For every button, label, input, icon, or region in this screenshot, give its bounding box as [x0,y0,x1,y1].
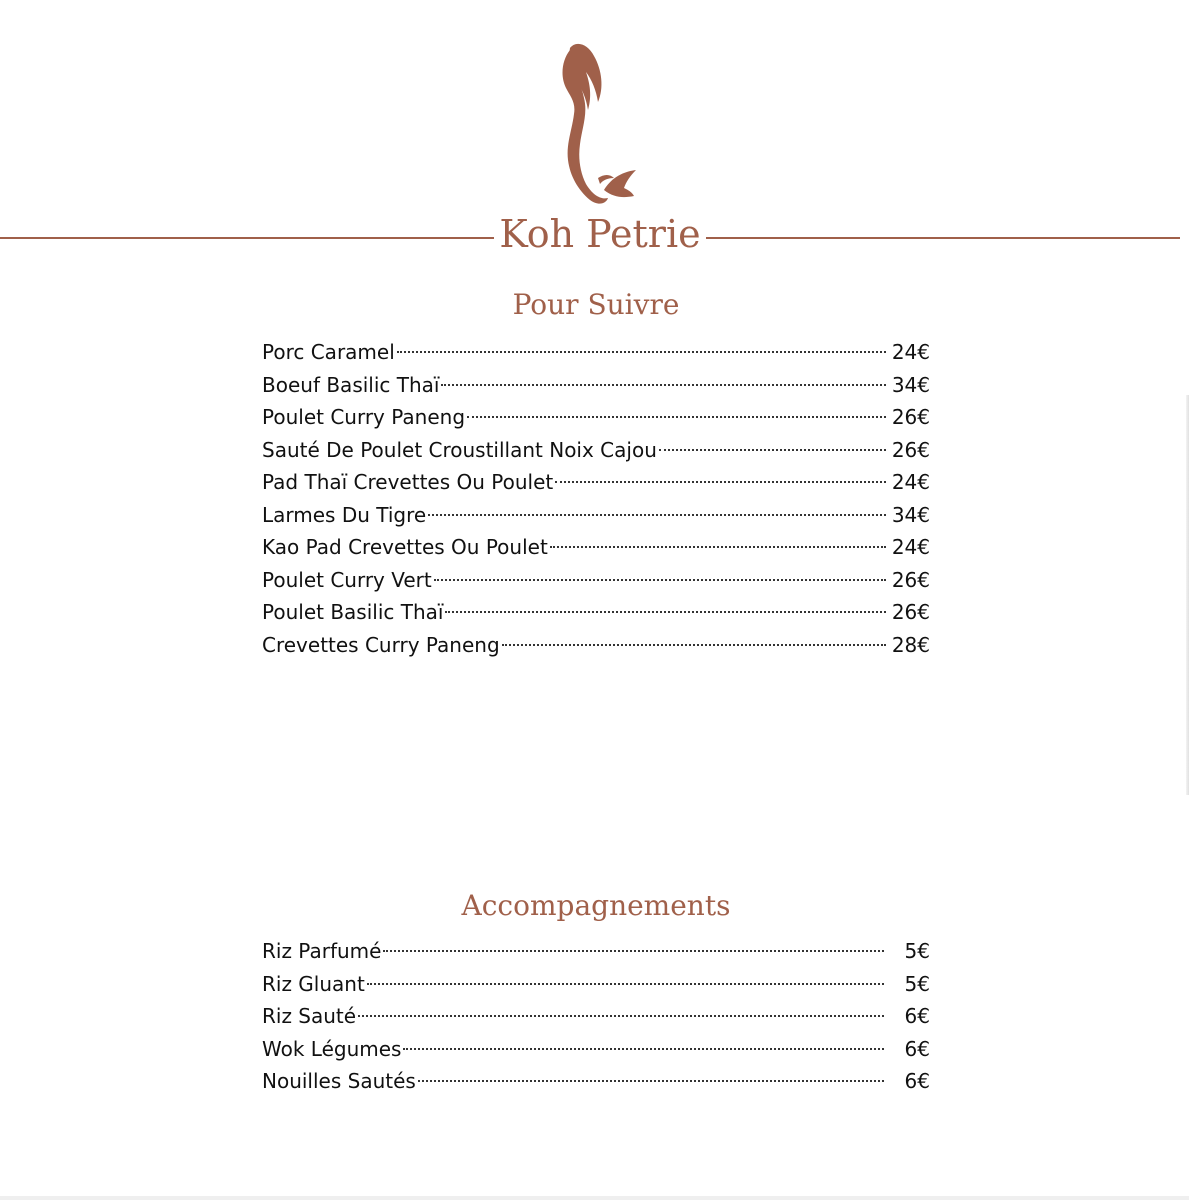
dot-leader [428,514,886,516]
menu-item [262,935,930,968]
item-price: 26€ [891,600,930,624]
item-name: Sauté De Poulet Croustillant Noix Cajou [262,437,657,462]
header-divider-right [706,237,1180,239]
item-name: Larmes Du Tigre [262,502,427,527]
menu-item [262,596,930,629]
item-price: 6€ [904,1069,930,1093]
item-name: Poulet Curry Paneng [262,405,466,429]
item-price: 24€ [891,535,930,559]
page-bottom-edge [0,1196,1189,1200]
menu-item [262,629,930,662]
menu-item [262,466,930,499]
item-price: 5€ [904,939,930,963]
item-price: 6€ [904,1036,930,1061]
dot-leader [441,384,885,386]
dot-leader [555,481,886,483]
item-name: Poulet Curry Vert [262,567,432,592]
dot-leader [358,1015,884,1017]
item-price: 34€ [891,372,930,397]
item-price: 26€ [891,437,930,462]
dot-leader [445,611,885,613]
menu-list-pour-suivre [262,336,930,661]
item-name: Pad Thaï Crevettes Ou Poulet [262,470,554,494]
menu-item [262,434,930,467]
item-name: Kao Pad Crevettes Ou Poulet [262,535,548,559]
item-price: 24€ [891,470,930,494]
dot-leader [502,644,886,646]
mermaid-logo-icon [548,40,648,210]
item-price: 28€ [891,632,930,657]
menu-item [262,369,930,402]
dot-leader [383,950,884,952]
item-name: Riz Sauté [262,1004,357,1028]
dot-leader [659,449,886,451]
item-price: 6€ [904,1004,930,1028]
menu-item [262,1033,930,1066]
dot-leader [403,1048,884,1050]
menu-item [262,499,930,532]
menu-item [262,531,930,564]
menu-item [262,1065,930,1098]
item-price: 24€ [891,340,930,364]
menu-item [262,401,930,434]
item-name: Porc Caramel [262,340,395,364]
item-price: 5€ [904,971,930,996]
item-name: Crevettes Curry Paneng [262,632,500,657]
item-name: Riz Parfumé [262,939,382,963]
item-name: Riz Gluant [262,971,365,996]
section-title-accompagnements: Accompagnements [461,889,731,922]
menu-item [262,564,930,597]
menu-item [262,336,930,369]
section-title-pour-suivre: Pour Suivre [512,288,680,321]
item-name: Nouilles Sautés [262,1069,416,1093]
dot-leader [367,983,884,985]
item-name: Poulet Basilic Thaï [262,600,444,624]
dot-leader [550,546,886,548]
item-name: Wok Légumes [262,1036,402,1061]
dot-leader [397,351,886,353]
dot-leader [418,1080,884,1082]
dot-leader [434,579,886,581]
menu-item [262,968,930,1001]
header-divider-left [0,237,494,239]
restaurant-name: Koh Petrie [499,212,701,256]
dot-leader [467,416,886,418]
item-price: 34€ [891,502,930,527]
menu-list-accompagnements [262,935,930,1098]
item-price: 26€ [891,405,930,429]
item-name: Boeuf Basilic Thaï [262,372,440,397]
item-price: 26€ [891,567,930,592]
menu-item [262,1000,930,1033]
